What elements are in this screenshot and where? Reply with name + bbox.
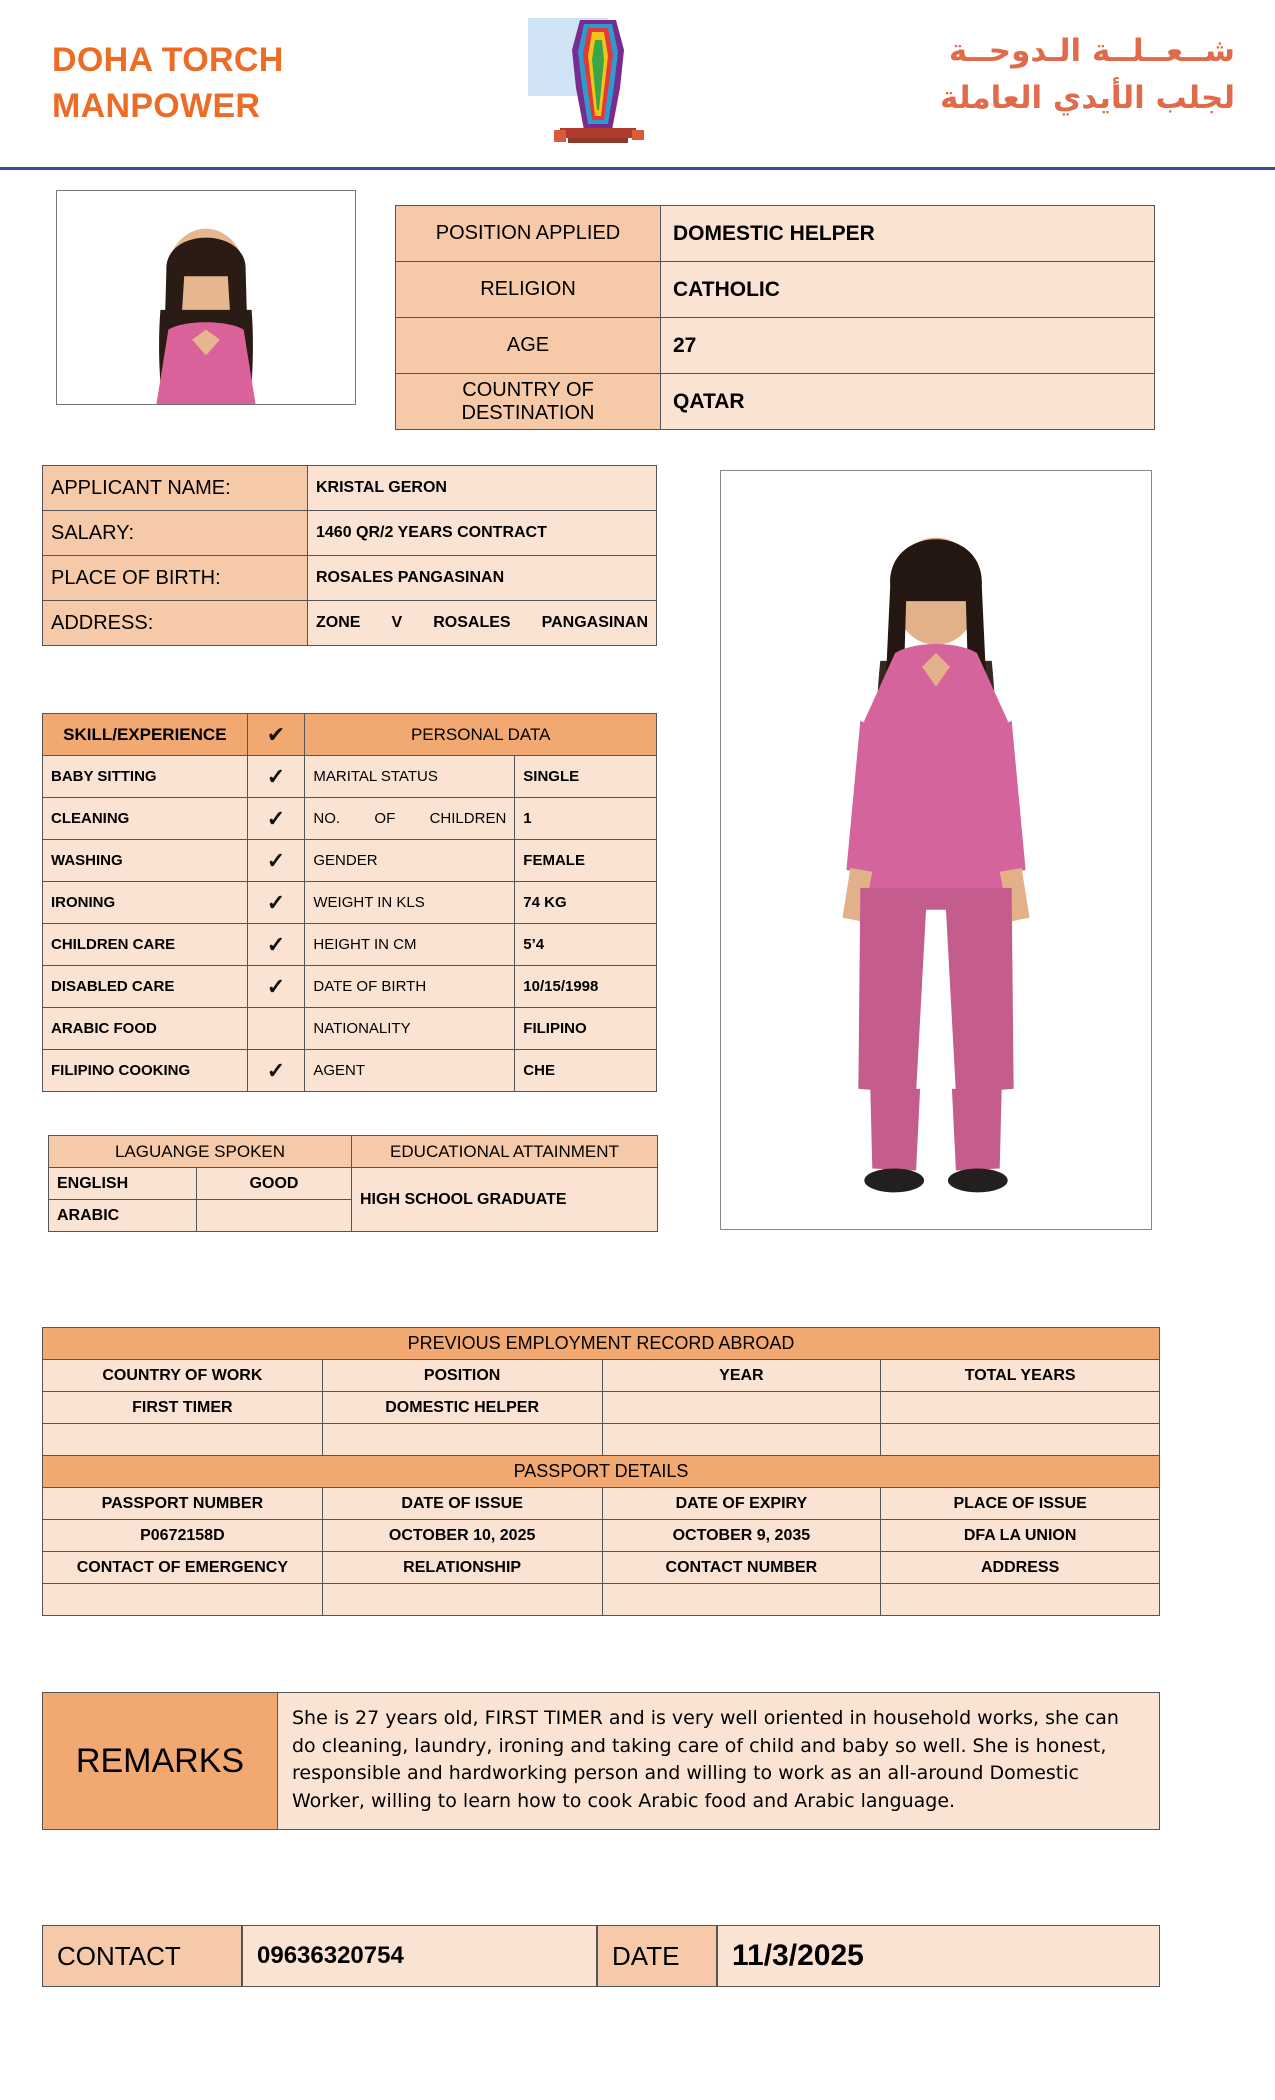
col-year: YEAR [602, 1360, 881, 1392]
table-row [43, 1392, 1160, 1424]
skill-disabled-care-check: ✓ [247, 966, 305, 1008]
nationality-value: FILIPINO [515, 1008, 657, 1050]
col-relationship: RELATIONSHIP [322, 1552, 602, 1584]
company-name-line1: DOHA TORCH [52, 41, 284, 79]
employment-r1-year [602, 1392, 881, 1424]
passport-expiry-date-value: OCTOBER 9, 2035 [602, 1520, 881, 1552]
skill-disabled-care: DISABLED CARE [43, 966, 248, 1008]
table-row [396, 262, 1155, 318]
applicant-name-value: KRISTAL GERON [308, 466, 657, 511]
age-value: 27 [661, 318, 1155, 374]
table-row [43, 966, 657, 1008]
language-arabic-level [197, 1200, 352, 1232]
address-value: ZONE V ROSALES PANGASINAN [308, 601, 657, 646]
skill-children-care-check: ✓ [247, 924, 305, 966]
marital-status-value: SINGLE [515, 756, 657, 798]
passport-number-value: P0672158D [43, 1520, 323, 1552]
table-row [43, 840, 657, 882]
employment-r2-total-years [881, 1424, 1160, 1456]
employment-passport-table [42, 1327, 1160, 1616]
height-value: 5’4 [515, 924, 657, 966]
previous-employment-title: PREVIOUS EMPLOYMENT RECORD ABROAD [43, 1328, 1160, 1360]
table-row [43, 1424, 1160, 1456]
table-row [396, 374, 1155, 430]
agent-value: CHE [515, 1050, 657, 1092]
table-header-row [43, 1456, 1160, 1488]
applicant-full-body [720, 470, 1152, 1230]
remarks-text: She is 27 years old, FIRST TIMER and is very well oriented in household works, she can do cleaning, laundry, ironing and taking care of child and baby so well. She is honest, responsible and hardworking person and willing to work as an all-around Domestic Worker, willing to learn how to cook Arabic food and Arabic language. [278, 1693, 1159, 1829]
place-of-birth-label: PLACE OF BIRTH: [43, 556, 308, 601]
position-applied-label: POSITION APPLIED [396, 206, 661, 262]
skill-ironing: IRONING [43, 882, 248, 924]
skills-personal-data-table [42, 713, 657, 1092]
skill-filipino-cooking: FILIPINO COOKING [43, 1050, 248, 1092]
nationality-label: NATIONALITY [305, 1008, 515, 1050]
employment-r1-total-years [881, 1392, 1160, 1424]
passport-issue-date-value: OCTOBER 10, 2025 [322, 1520, 602, 1552]
contact-value: 09636320754 [242, 1925, 597, 1987]
table-row [43, 601, 657, 646]
emergency-number-value [602, 1584, 881, 1616]
country-destination-label: COUNTRY OF DESTINATION [396, 374, 661, 430]
table-row [396, 318, 1155, 374]
skill-ironing-check: ✓ [247, 882, 305, 924]
remarks-section [42, 1692, 1160, 1830]
passport-place-of-issue-value: DFA LA UNION [881, 1520, 1160, 1552]
skill-children-care: CHILDREN CARE [43, 924, 248, 966]
skill-cleaning-check: ✓ [247, 798, 305, 840]
remarks-label: REMARKS [43, 1693, 278, 1829]
no-of-children-value: 1 [515, 798, 657, 840]
contact-date-footer [42, 1925, 1160, 1987]
skill-washing-check: ✓ [247, 840, 305, 882]
document-header [0, 0, 1275, 170]
skill-baby-sitting-check: ✓ [247, 756, 305, 798]
table-row [43, 1520, 1160, 1552]
agent-label: AGENT [305, 1050, 515, 1092]
weight-label: WEIGHT IN KLS [305, 882, 515, 924]
col-passport-number: PASSPORT NUMBER [43, 1488, 323, 1520]
emergency-relationship-value [322, 1584, 602, 1616]
applicant-name-label: APPLICANT NAME: [43, 466, 308, 511]
skill-cleaning: CLEANING [43, 798, 248, 840]
col-date-of-expiry: DATE OF EXPIRY [602, 1488, 881, 1520]
table-row [43, 798, 657, 840]
table-row [43, 556, 657, 601]
emergency-contact-value [43, 1584, 323, 1616]
skill-arabic-food-check [247, 1008, 305, 1050]
employment-r2-country [43, 1424, 323, 1456]
weight-value: 74 KG [515, 882, 657, 924]
employment-r2-position [322, 1424, 602, 1456]
table-header-row [43, 1360, 1160, 1392]
company-name-line2: MANPOWER [52, 86, 261, 125]
date-value: 11/3/2025 [717, 1925, 1160, 1987]
skill-washing: WASHING [43, 840, 248, 882]
check-column-header: ✔ [247, 714, 305, 756]
educational-attainment-header: EDUCATIONAL ATTAINMENT [352, 1136, 658, 1168]
skill-arabic-food: ARABIC FOOD [43, 1008, 248, 1050]
date-of-birth-value: 10/15/1998 [515, 966, 657, 1008]
company-name [52, 38, 284, 130]
company-name-arabic [940, 28, 1235, 121]
skill-baby-sitting: BABY SITTING [43, 756, 248, 798]
table-header-row [49, 1136, 658, 1168]
col-country-of-work: COUNTRY OF WORK [43, 1360, 323, 1392]
employment-r1-country: FIRST TIMER [43, 1392, 323, 1424]
skill-experience-header: SKILL/EXPERIENCE [43, 714, 248, 756]
col-contact-of-emergency: CONTACT OF EMERGENCY [43, 1552, 323, 1584]
salary-value: 1460 QR/2 YEARS CONTRACT [308, 511, 657, 556]
col-place-of-issue: PLACE OF ISSUE [881, 1488, 1160, 1520]
religion-label: RELIGION [396, 262, 661, 318]
torch-logo [520, 10, 700, 160]
position-applied-value: DOMESTIC HELPER [661, 206, 1155, 262]
applicant-info-table [42, 465, 657, 646]
table-row [43, 511, 657, 556]
passport-details-title: PASSPORT DETAILS [43, 1456, 1160, 1488]
table-row [396, 206, 1155, 262]
applicant-headshot [56, 190, 356, 405]
table-row [43, 756, 657, 798]
language-education-table [48, 1135, 658, 1232]
language-english: ENGLISH [49, 1168, 197, 1200]
date-label: DATE [597, 1925, 717, 1987]
table-row [43, 1008, 657, 1050]
gender-label: GENDER [305, 840, 515, 882]
table-row [43, 924, 657, 966]
skill-filipino-cooking-check: ✓ [247, 1050, 305, 1092]
country-destination-value: QATAR [661, 374, 1155, 430]
date-of-birth-label: DATE OF BIRTH [305, 966, 515, 1008]
table-header-row [43, 1328, 1160, 1360]
age-label: AGE [396, 318, 661, 374]
height-label: HEIGHT IN CM [305, 924, 515, 966]
company-name-arabic-line2: لجلب الأيدي العاملة [940, 79, 1235, 116]
religion-value: CATHOLIC [661, 262, 1155, 318]
no-of-children-label: NO. OF CHILDREN [305, 798, 515, 840]
table-header-row [43, 1488, 1160, 1520]
col-date-of-issue: DATE OF ISSUE [322, 1488, 602, 1520]
table-row [43, 882, 657, 924]
language-spoken-header: LAGUANGE SPOKEN [49, 1136, 352, 1168]
col-address: ADDRESS [881, 1552, 1160, 1584]
table-row [43, 1050, 657, 1092]
place-of-birth-value: ROSALES PANGASINAN [308, 556, 657, 601]
marital-status-label: MARITAL STATUS [305, 756, 515, 798]
employment-r1-position: DOMESTIC HELPER [322, 1392, 602, 1424]
table-row [49, 1168, 658, 1200]
education-value: HIGH SCHOOL GRADUATE [352, 1168, 658, 1232]
gender-value: FEMALE [515, 840, 657, 882]
position-applied-table [395, 205, 1155, 430]
col-total-years: TOTAL YEARS [881, 1360, 1160, 1392]
address-label: ADDRESS: [43, 601, 308, 646]
contact-label: CONTACT [42, 1925, 242, 1987]
employment-r2-year [602, 1424, 881, 1456]
table-row [43, 466, 657, 511]
col-position: POSITION [322, 1360, 602, 1392]
col-contact-number: CONTACT NUMBER [602, 1552, 881, 1584]
language-arabic: ARABIC [49, 1200, 197, 1232]
salary-label: SALARY: [43, 511, 308, 556]
table-header-row [43, 714, 657, 756]
language-english-level: GOOD [197, 1168, 352, 1200]
table-row [43, 1584, 1160, 1616]
company-name-arabic-line1: شــعــلــة الـدوحــة [948, 33, 1235, 69]
table-header-row [43, 1552, 1160, 1584]
personal-data-header: PERSONAL DATA [305, 714, 657, 756]
emergency-address-value [881, 1584, 1160, 1616]
